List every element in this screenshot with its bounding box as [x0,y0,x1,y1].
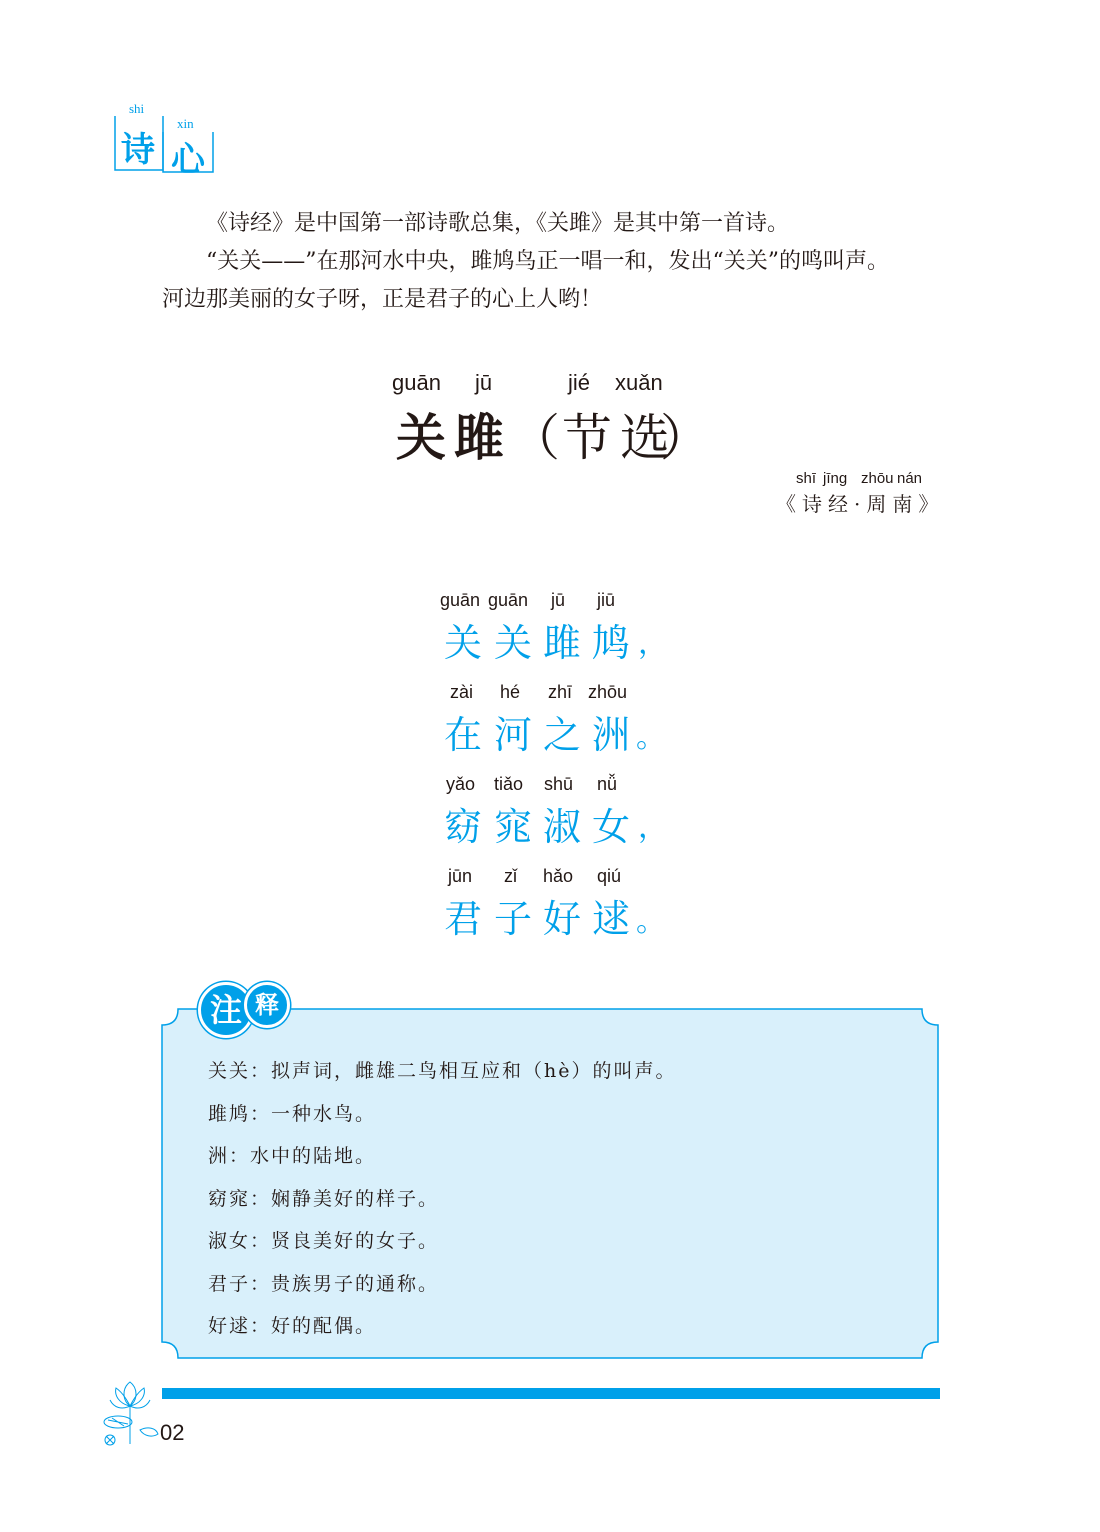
poem-pinyin: jū [551,590,566,610]
poem-char: 洲 [592,713,631,757]
logo-pinyin-shi: shi [129,101,145,116]
note-item: 雎鸠：一种水鸟。 [208,1102,377,1125]
poem-char: 河 [494,713,533,757]
source-pinyin: nán [897,470,923,487]
poem-char: 之 [543,713,582,757]
notes-badge-shi: 释 [244,982,290,1028]
poem-pinyin: shū [544,774,574,794]
page-number: 02 [160,1420,185,1445]
title-pinyin: jū [475,370,493,395]
poem-pinyin: hé [500,682,521,702]
note-item: 好逑：好的配偶。 [208,1315,377,1337]
intro-paragraph-1: 《诗经》是中国第一部诗歌总集，《关雎》是其中第一首诗。 [206,211,790,236]
source-pinyin: jīng [823,470,848,487]
poem-char: 关 [444,621,483,665]
source-text: 《诗经·周南》 [776,492,945,516]
title-pinyin: jié [568,370,591,395]
lotus-icon [100,1370,162,1446]
poem-punct: ， [638,626,668,661]
poem-pinyin: zhī [548,682,573,702]
poem-punct: 。 [636,720,666,755]
poem-pinyin: guān [440,590,481,610]
logo-char-xin: 心 [171,140,205,180]
source-pinyin: zhōu [861,470,894,487]
poem-punct: ， [638,810,668,845]
title-paren: ） [660,409,710,467]
footer-bar [162,1388,940,1399]
poem-pinyin: zài [450,682,474,702]
note-item: 淑女：贤良美好的女子。 [208,1230,440,1252]
poem-char: 窈 [444,805,483,849]
poem-pinyin: guān [488,590,529,610]
notes-badge-zhu: 注 [198,982,254,1038]
poem-char: 好 [543,897,582,941]
note-item: 君子：贵族男子的通称。 [208,1272,440,1295]
logo-char-shi: 诗 [121,130,155,170]
poem-char: 雎 [543,621,582,665]
poem-pinyin: tiǎo [494,774,524,794]
title-pinyin: guān [392,370,441,395]
poem-char: 君 [444,897,483,941]
source-pinyin: shī [796,470,817,487]
poem-char: 在 [444,713,483,757]
notes-list [208,1055,676,1353]
note-item: 窈窕：娴静美好的样子。 [208,1187,440,1210]
poem-pinyin: jūn [448,866,473,886]
poem-char: 女 [592,805,631,849]
intro-paragraph-2-cont: 河边那美丽的女子呀，正是君子的心上人哟！ [162,287,603,312]
title-char: 选 [620,409,670,467]
note-item: 关关：拟声词，雌雄二鸟相互应和（hè）的叫声。 [208,1060,677,1082]
poem-pinyin: qiú [597,866,622,886]
poem-char: 窕 [494,805,533,849]
poem-pinyin: hǎo [543,866,574,886]
title-char: 节 [562,409,612,467]
poem-pinyin: jiū [597,590,616,610]
poem-punct: 。 [636,904,666,939]
section-logo [111,101,215,180]
poem-char: 鸠 [592,621,631,665]
poem-pinyin: yǎo [446,774,476,794]
poem-pinyin: nǚ [597,774,618,794]
title-pinyin: xuǎn [615,370,663,395]
poem-char: 淑 [543,805,582,849]
poem-char: 子 [494,897,533,941]
intro-paragraph-2: “关关——”在那河水中央，雎鸠鸟正一唱一和，发出“关关”的鸣叫声。 [206,249,889,274]
title-char: 关 [396,408,446,467]
poem-pinyin: zhōu [588,682,628,702]
intro-text [162,205,952,319]
poem-char: 关 [494,621,533,665]
poem-char: 逑 [592,897,631,941]
logo-pinyin-xin: xin [177,116,194,131]
note-item: 洲：水中的陆地。 [208,1145,377,1167]
title-char: 雎 [454,408,504,467]
title-paren: （ [510,409,560,467]
poem-pinyin: zǐ [504,866,517,886]
